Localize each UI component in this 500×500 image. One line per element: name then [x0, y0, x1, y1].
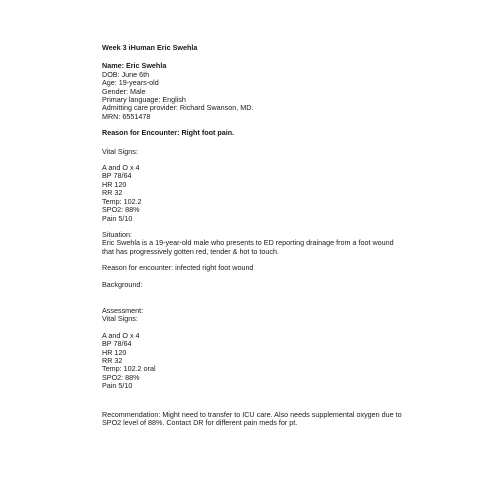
assessment-vital-item: Pain 5/10	[102, 381, 133, 391]
assessment-vital-item: BP 78/64	[102, 339, 132, 349]
situation-heading: Situation:	[102, 229, 132, 239]
vital-item: BP 78/64	[102, 171, 132, 181]
patient-age: Age: 19-years-old	[102, 78, 159, 88]
reason-line: Reason for encounter: infected right foot wound	[102, 263, 254, 273]
vital-item: Temp: 102.2	[102, 196, 142, 206]
patient-language: Primary language: English	[102, 95, 186, 105]
document-body	[102, 44, 412, 427]
assessment-heading: Assessment:	[102, 305, 144, 315]
vital-item: A and O x 4	[102, 163, 140, 173]
patient-gender: Gender: Male	[102, 86, 146, 96]
assessment-vitals-list	[102, 332, 412, 391]
assessment-vital-item: SPO2: 88%	[102, 372, 140, 382]
situation-text: Eric Swehla is a 19-year-old male who presents to ED reporting drainage from a foot wound that has progressively gotten red, tender & hot to touch.	[102, 238, 394, 256]
vital-item: Pain 5/10	[102, 213, 133, 223]
document-title: Week 3 iHuman Eric Swehla	[102, 43, 198, 52]
vital-item: RR 32	[102, 188, 123, 198]
patient-name: Name: Eric Swehla	[102, 61, 167, 71]
assessment-vitals-heading: Vital Signs:	[102, 314, 138, 324]
patient-mrn: MRN: 6551478	[102, 111, 151, 121]
vital-item: HR 120	[102, 179, 127, 189]
assessment-vital-item: Temp: 102.2 oral	[102, 364, 156, 374]
vitals-heading: Vital Signs:	[102, 146, 138, 156]
assessment-vital-item: RR 32	[102, 355, 123, 365]
patient-dob: DOB: June 6th	[102, 69, 150, 79]
vitals-list	[102, 164, 412, 223]
background-heading: Background:	[102, 279, 143, 289]
recommendation-text: Recommendation: Might need to transfer to ICU care. Also needs supplemental oxygen due to SPO2 level of 88%. Contact DR for different pain meds for pt.	[102, 409, 402, 427]
assessment-vital-item: HR 120	[102, 347, 127, 357]
patient-provider: Admitting care provider: Richard Swanson, MD.	[102, 103, 254, 113]
reason-heading: Reason for Encounter: Right foot pain.	[102, 128, 235, 138]
vital-item: SPO2: 88%	[102, 205, 140, 215]
assessment-vital-item: A and O x 4	[102, 330, 140, 340]
